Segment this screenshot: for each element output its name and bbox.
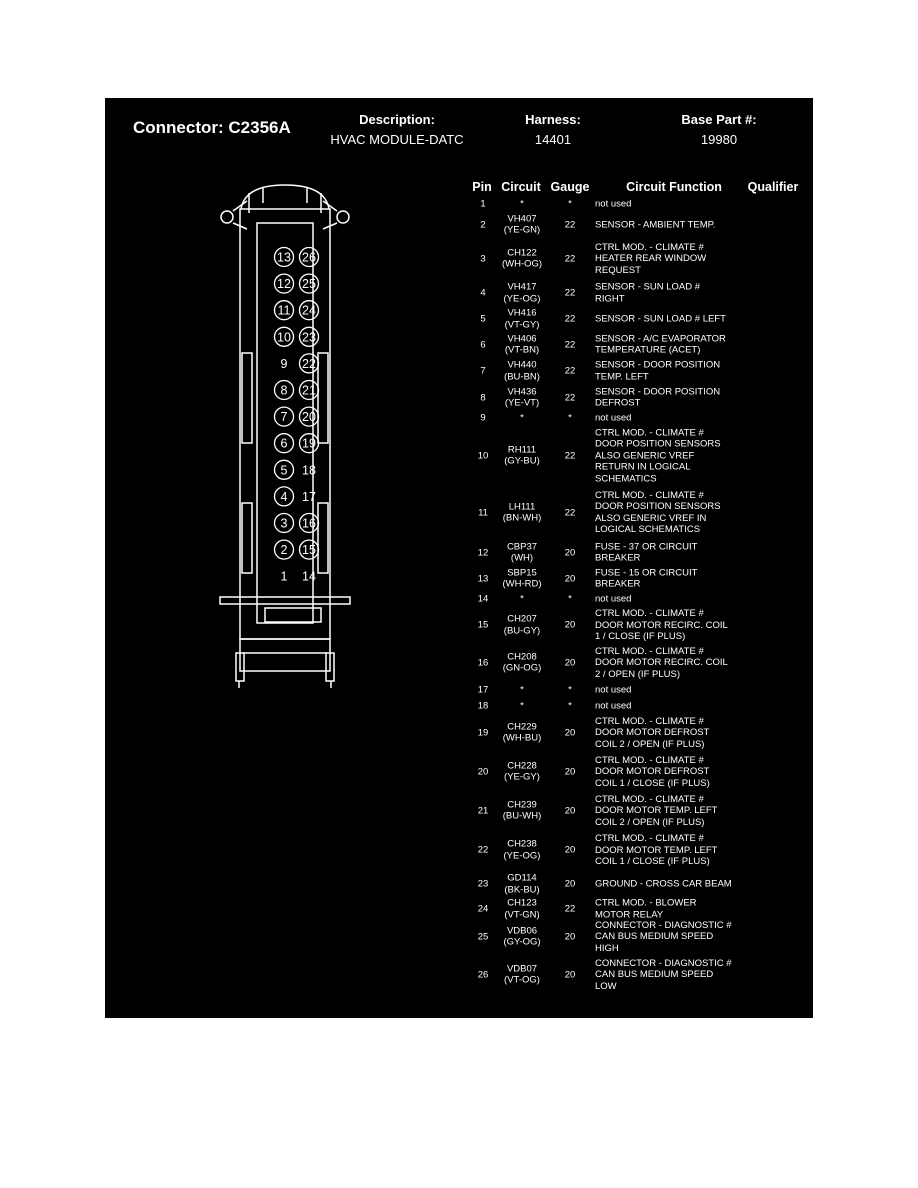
- function-cell: SENSOR - SUN LOAD # LEFT: [595, 313, 726, 325]
- circuit-cell: LH111 (BN-WH): [502, 501, 542, 524]
- harness-value: 14401: [534, 132, 572, 147]
- function-cell: CTRL MOD. - CLIMATE # DOOR MOTOR TEMP. LEFT COIL 1 / CLOSE (IF PLUS): [595, 832, 718, 867]
- pin-cell: 7: [480, 365, 486, 377]
- function-cell: CTRL MOD. - CLIMATE # DOOR MOTOR RECIRC. COIL 2 / OPEN (IF PLUS): [595, 645, 728, 680]
- description-label: Description:: [359, 112, 435, 127]
- base-part-label: Base Part #:: [681, 112, 757, 127]
- table-row: [105, 307, 813, 331]
- pin-number: 11: [277, 303, 291, 318]
- pin-number: 7: [280, 410, 288, 425]
- gauge-cell: 22: [564, 252, 576, 264]
- function-cell: not used: [595, 197, 632, 209]
- pin-cell: 23: [477, 878, 489, 890]
- table-row: [105, 682, 813, 698]
- circuit-cell: CH229 (WH-BU): [502, 721, 542, 744]
- function-cell: CTRL MOD. - CLIMATE # DOOR POSITION SENSORS ALSO GENERIC VREF RETURN IN LOGICAL SCHEMATICS: [595, 426, 721, 484]
- gauge-cell: 22: [564, 287, 576, 299]
- pin-cell: 21: [477, 804, 489, 816]
- column-header-qualifier: Qualifier: [747, 180, 799, 194]
- circuit-cell: *: [520, 699, 524, 711]
- circuit-cell: *: [520, 684, 524, 696]
- table-row: [105, 279, 813, 307]
- pin-number: 5: [280, 463, 288, 478]
- pin-cell: 9: [480, 412, 486, 424]
- pin-cell: 12: [477, 546, 489, 558]
- pin-number: 4: [280, 489, 288, 504]
- pin-cell: 14: [477, 593, 489, 605]
- gauge-cell: *: [568, 593, 572, 605]
- circuit-cell: VDB06 (GY-OG): [503, 925, 541, 948]
- column-header-circuit: Circuit: [501, 180, 541, 194]
- function-cell: CONNECTOR - DIAGNOSTIC # CAN BUS MEDIUM SPEED LOW: [595, 957, 732, 992]
- function-cell: CTRL MOD. - CLIMATE # DOOR MOTOR DEFROST COIL 1 / CLOSE (IF PLUS): [595, 754, 710, 789]
- pin-cell: 13: [477, 572, 489, 584]
- table-row: [105, 358, 813, 384]
- function-cell: GROUND - CROSS CAR BEAM: [595, 878, 732, 890]
- gauge-cell: 22: [564, 903, 576, 915]
- pin-cell: 24: [477, 903, 489, 915]
- table-row: [105, 791, 813, 830]
- gauge-cell: 22: [564, 365, 576, 377]
- base-part-value: 19980: [700, 132, 738, 147]
- function-cell: SENSOR - AMBIENT TEMP.: [595, 218, 716, 230]
- function-cell: CTRL MOD. - CLIMATE # DOOR MOTOR RECIRC. COIL 1 / CLOSE (IF PLUS): [595, 607, 728, 642]
- gauge-cell: 20: [564, 878, 576, 890]
- table-row: [105, 539, 813, 566]
- pin-number: 20: [302, 410, 316, 425]
- gauge-cell: *: [568, 684, 572, 696]
- table-row: [105, 870, 813, 898]
- connector-title: Connector: C2356A: [133, 118, 291, 137]
- pin-cell: 1: [480, 197, 486, 209]
- circuit-cell: *: [520, 197, 524, 209]
- gauge-cell: *: [568, 699, 572, 711]
- function-cell: CTRL MOD. - BLOWER MOTOR RELAY: [595, 897, 697, 920]
- function-cell: CTRL MOD. - CLIMATE # HEATER REAR WINDOW REQUEST: [595, 241, 707, 276]
- table-row: [105, 411, 813, 425]
- column-header-circuit-function: Circuit Function: [626, 180, 722, 194]
- circuit-cell: CH208 (GN-OG): [502, 651, 542, 674]
- pin-number: 13: [277, 250, 291, 265]
- table-row: [105, 643, 813, 682]
- pin-number: 1: [280, 569, 288, 584]
- gauge-cell: *: [568, 197, 572, 209]
- pin-cell: 18: [477, 699, 489, 711]
- table-row: [105, 953, 813, 996]
- function-cell: not used: [595, 593, 632, 605]
- gauge-cell: 20: [564, 765, 576, 777]
- pin-number: 19: [302, 436, 316, 451]
- circuit-cell: VH417 (YE-OG): [503, 281, 541, 304]
- function-cell: FUSE - 15 OR CIRCUIT BREAKER: [595, 567, 698, 590]
- pin-cell: 22: [477, 844, 489, 856]
- circuit-cell: SBP15 (WH-RD): [502, 567, 542, 590]
- circuit-cell: VH406 (VT-BN): [504, 333, 540, 356]
- pin-number: 15: [302, 543, 316, 558]
- circuit-cell: VH436 (YE-VT): [504, 386, 540, 409]
- table-row: [105, 196, 813, 211]
- circuit-cell: VH416 (VT-GY): [504, 307, 540, 330]
- pin-number: 24: [302, 303, 316, 318]
- pin-number: 16: [302, 516, 316, 531]
- pin-cell: 26: [477, 968, 489, 980]
- table-row: [105, 211, 813, 238]
- circuit-cell: CBP37 (WH): [506, 541, 538, 564]
- pin-cell: 6: [480, 338, 486, 350]
- circuit-cell: *: [520, 412, 524, 424]
- function-cell: FUSE - 37 OR CIRCUIT BREAKER: [595, 541, 698, 564]
- gauge-cell: 22: [564, 313, 576, 325]
- pin-number: 8: [280, 383, 288, 398]
- gauge-cell: 20: [564, 619, 576, 631]
- function-cell: CTRL MOD. - CLIMATE # DOOR MOTOR DEFROST COIL 2 / OPEN (IF PLUS): [595, 715, 710, 750]
- pin-number: 6: [280, 436, 288, 451]
- pin-number: 12: [277, 277, 291, 292]
- pin-cell: 20: [477, 765, 489, 777]
- pin-number: 23: [302, 330, 316, 345]
- function-cell: CTRL MOD. - CLIMATE # DOOR POSITION SENSORS ALSO GENERIC VREF IN LOGICAL SCHEMATICS: [595, 489, 721, 535]
- table-row: [105, 898, 813, 920]
- gauge-cell: 20: [564, 572, 576, 584]
- pin-number: 18: [302, 463, 316, 478]
- pin-cell: 11: [478, 506, 488, 518]
- circuit-cell: VH407 (YE-GN): [503, 213, 541, 236]
- pin-number: 14: [302, 569, 316, 584]
- circuit-cell: GD114 (BK-BU): [504, 872, 540, 895]
- gauge-cell: 20: [564, 844, 576, 856]
- table-row: [105, 607, 813, 643]
- pin-number: 26: [302, 250, 316, 265]
- circuit-cell: CH238 (YE-OG): [503, 838, 541, 861]
- circuit-cell: CH228 (YE-GY): [504, 760, 540, 783]
- function-cell: CONNECTOR - DIAGNOSTIC # CAN BUS MEDIUM SPEED HIGH: [595, 919, 732, 954]
- table-row: [105, 698, 813, 713]
- column-header-pin: Pin: [472, 180, 492, 194]
- gauge-cell: 20: [564, 546, 576, 558]
- pin-number: 10: [277, 330, 291, 345]
- circuit-cell: CH239 (BU-WH): [502, 799, 542, 822]
- table-row: [105, 331, 813, 358]
- circuit-cell: CH207 (BU-GY): [503, 613, 541, 636]
- function-cell: SENSOR - DOOR POSITION TEMP. LEFT: [595, 359, 721, 382]
- table-row: [105, 752, 813, 791]
- circuit-cell: CH122 (WH-OG): [501, 247, 543, 270]
- pin-cell: 3: [480, 252, 486, 264]
- table-row: [105, 713, 813, 752]
- table-row: [105, 830, 813, 870]
- circuit-cell: RH111 (GY-BU): [504, 444, 540, 467]
- pin-number: 17: [302, 489, 316, 504]
- table-row: [105, 920, 813, 953]
- pin-number: 3: [280, 516, 288, 531]
- function-cell: SENSOR - DOOR POSITION DEFROST: [595, 386, 721, 409]
- gauge-cell: 20: [564, 726, 576, 738]
- function-cell: SENSOR - A/C EVAPORATOR TEMPERATURE (ACET): [595, 333, 726, 356]
- table-row: [105, 425, 813, 486]
- gauge-cell: 20: [564, 656, 576, 668]
- circuit-cell: VH440 (BU-BN): [504, 359, 540, 382]
- connector-panel: [105, 98, 813, 1018]
- table-row: [105, 238, 813, 279]
- pin-cell: 8: [480, 391, 486, 403]
- column-header-gauge: Gauge: [550, 180, 590, 194]
- table-row: [105, 486, 813, 539]
- gauge-cell: 20: [564, 804, 576, 816]
- pin-cell: 25: [477, 930, 489, 942]
- harness-label: Harness:: [525, 112, 581, 127]
- gauge-cell: 22: [564, 449, 576, 461]
- function-cell: not used: [595, 699, 632, 711]
- function-cell: CTRL MOD. - CLIMATE # DOOR MOTOR TEMP. LEFT COIL 2 / OPEN (IF PLUS): [595, 793, 718, 828]
- pin-cell: 10: [477, 449, 489, 461]
- pin-number: 2: [280, 543, 288, 558]
- circuit-cell: VDB07 (VT-OG): [504, 963, 540, 986]
- gauge-cell: 22: [564, 391, 576, 403]
- pin-cell: 19: [477, 726, 489, 738]
- table-row: [105, 566, 813, 591]
- gauge-cell: 22: [564, 338, 576, 350]
- pin-number: 9: [280, 356, 288, 371]
- pin-cell: 4: [480, 287, 486, 299]
- gauge-cell: 22: [564, 506, 576, 518]
- function-cell: not used: [595, 684, 632, 696]
- pin-number: 21: [302, 383, 316, 398]
- pin-cell: 2: [480, 218, 486, 230]
- table-row: [105, 384, 813, 411]
- gauge-cell: 20: [564, 930, 576, 942]
- gauge-cell: *: [568, 412, 572, 424]
- function-cell: not used: [595, 412, 632, 424]
- circuit-cell: *: [520, 593, 524, 605]
- gauge-cell: 20: [564, 968, 576, 980]
- pin-number: 25: [302, 277, 316, 292]
- table-row: [105, 591, 813, 607]
- pin-number: 22: [302, 356, 316, 371]
- function-cell: SENSOR - SUN LOAD # RIGHT: [595, 281, 701, 304]
- pin-cell: 16: [477, 656, 489, 668]
- gauge-cell: 22: [564, 218, 576, 230]
- description-value: HVAC MODULE-DATC: [330, 132, 464, 147]
- pin-cell: 17: [477, 684, 489, 696]
- pin-cell: 5: [480, 313, 486, 325]
- pin-cell: 15: [477, 619, 489, 631]
- circuit-cell: CH123 (VT-GN): [504, 897, 540, 920]
